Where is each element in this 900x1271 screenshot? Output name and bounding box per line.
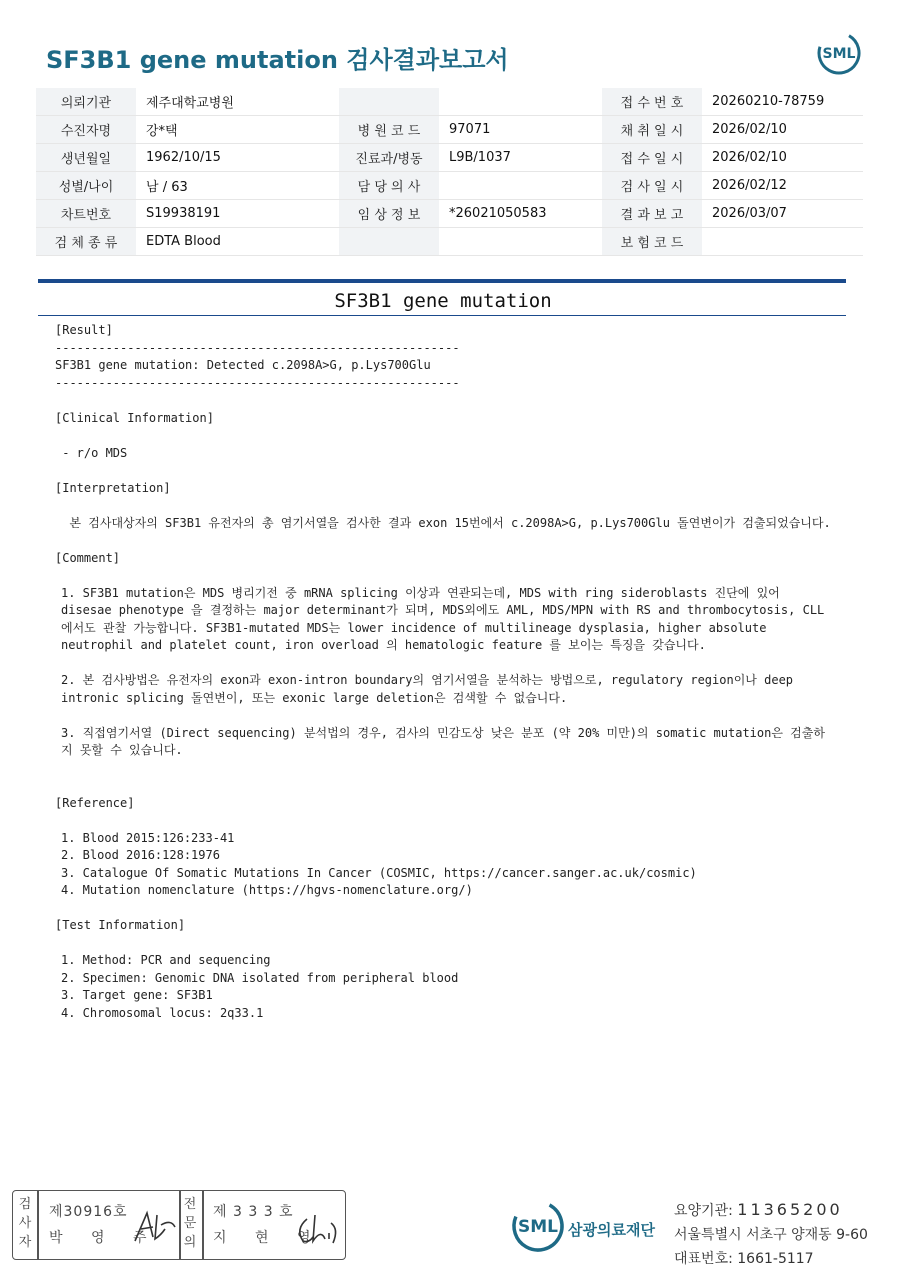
result-rule-bottom: -------------------------------------------------------- xyxy=(55,375,460,390)
section-divider-thin xyxy=(38,315,846,316)
info-label: 채 취 일 시 xyxy=(602,116,702,144)
interpretation-text: 본 검사대상자의 SF3B1 유전자의 총 염기서열을 검사한 결과 exon 15번에서 c.2098A>G, p.Lys700Glu 돌연변이가 검출되었습니다. xyxy=(55,515,831,530)
info-label: 보 험 코 드 xyxy=(602,228,702,256)
info-value: 2026/03/07 xyxy=(702,200,863,228)
info-label: 접 수 번 호 xyxy=(602,88,702,116)
facility-label: 요양기관: xyxy=(674,1203,738,1219)
result-heading: [Result] xyxy=(55,323,113,337)
report-title: SF3B1 gene mutation 검사결과보고서 xyxy=(46,46,509,74)
examiner-label: 검 사 자 xyxy=(18,1197,32,1250)
info-row xyxy=(36,172,863,200)
info-value: 2026/02/10 xyxy=(702,144,863,172)
specialist-name: 지 현 영 xyxy=(213,1230,323,1246)
clinical-text: - r/o MDS xyxy=(55,445,128,460)
sml-logo-text: SML xyxy=(822,46,856,62)
info-label: 진료과/병동 xyxy=(339,144,439,172)
info-row xyxy=(36,116,863,144)
info-value: 2026/02/12 xyxy=(702,172,863,200)
info-label: 차트번호 xyxy=(36,200,136,228)
reference-heading: [Reference] xyxy=(55,795,135,810)
info-value: S19938191 xyxy=(136,200,339,228)
result-rule-top: -------------------------------------------------------- xyxy=(55,340,460,355)
info-label: 결 과 보 고 xyxy=(602,200,702,228)
info-label xyxy=(339,228,439,256)
clinical-heading: [Clinical Information] xyxy=(55,410,214,425)
info-value xyxy=(439,228,602,256)
info-row xyxy=(36,200,863,228)
info-label: 임 상 정 보 xyxy=(339,200,439,228)
info-value xyxy=(439,172,602,200)
phone-number: 1661-5117 xyxy=(737,1251,814,1267)
foundation-name: 삼광의료재단 xyxy=(568,1221,655,1239)
foundation-logo-text: SML xyxy=(518,1217,558,1237)
info-value: L9B/1037 xyxy=(439,144,602,172)
info-row xyxy=(36,88,863,116)
report-body xyxy=(55,322,835,1022)
reference-item: 1. Blood 2015:126:233-41 xyxy=(61,830,235,845)
info-value: 20260210-78759 xyxy=(702,88,863,116)
info-label: 수진자명 xyxy=(36,116,136,144)
facility-number: 11365200 xyxy=(737,1200,843,1219)
info-value: 남 / 63 xyxy=(136,172,339,200)
test-info-heading: [Test Information] xyxy=(55,918,186,932)
foundation-info xyxy=(674,1198,868,1271)
specialist-signature xyxy=(293,1209,343,1249)
foundation-address: 서울특별시 서초구 양재동 9-60 xyxy=(674,1227,868,1243)
test-info-item: 2. Specimen: Genomic DNA isolated from peripheral blood xyxy=(61,970,459,985)
info-label: 생년월일 xyxy=(36,144,136,172)
info-value xyxy=(439,88,602,116)
section-divider-thick xyxy=(38,279,846,283)
info-label: 성별/나이 xyxy=(36,172,136,200)
comment-item: 1. SF3B1 mutation은 MDS 병리기전 중 mRNA splicing 이상과 연관되는데, MDS with ring sideroblasts 진단에 있어 disesae phenotype 을 결정하는 major determinant가 되며, MDS외에도 AML, MDS/MPN with RS and thrombocytosis, CLL에서도 관찰 가능합니다. SF3B1-mutated MDS는 lower incidence of multilineage dysplasia, higher absolute neutrophil and platelet count, iron overload 의 hematologic feature 를 보이는 특징을 갖습니다. xyxy=(61,585,825,652)
examiner-signature xyxy=(131,1207,179,1247)
reference-item: 2. Blood 2016:128:1976 xyxy=(61,848,220,862)
signature-box xyxy=(12,1190,346,1260)
info-label: 담 당 의 사 xyxy=(339,172,439,200)
info-label: 접 수 일 시 xyxy=(602,144,702,172)
sml-logo xyxy=(816,30,862,76)
info-label: 병 원 코 드 xyxy=(339,116,439,144)
info-value: 1962/10/15 xyxy=(136,144,339,172)
info-value: 97071 xyxy=(439,116,602,144)
examiner-name: 박 영 주 xyxy=(49,1230,159,1246)
info-label: 검 사 일 시 xyxy=(602,172,702,200)
info-row xyxy=(36,144,863,172)
info-label: 의뢰기관 xyxy=(36,88,136,116)
interpretation-heading: [Interpretation] xyxy=(55,480,171,495)
section-title: SF3B1 gene mutation xyxy=(334,290,552,312)
info-value: EDTA Blood xyxy=(136,228,339,256)
info-value: 제주대학교병원 xyxy=(136,88,339,116)
foundation-logo xyxy=(510,1198,566,1254)
info-value: *26021050583 xyxy=(439,200,602,228)
reference-item: 3. Catalogue Of Somatic Mutations In Cancer (COSMIC, https://cancer.sanger.ac.uk/cosmic) xyxy=(61,865,697,880)
info-value: 2026/02/10 xyxy=(702,116,863,144)
comment-item: 2. 본 검사방법은 유전자의 exon과 exon-intron boundary의 염기서열을 분석하는 방법으로, regulatory region이나 deep intronic splicing 돌연변이, 또는 exonic large deletion은 검색할 수 없습니다. xyxy=(61,673,801,705)
comment-item: 3. 직접염기서열 (Direct sequencing) 분석법의 경우, 검사의 민감도상 낮은 분포 (약 20% 미만)의 somatic mutation은 검출하지 못할 수 있습니다. xyxy=(61,725,825,757)
comment-heading: [Comment] xyxy=(55,550,121,565)
phone-label: 대표번호: xyxy=(674,1251,738,1267)
specialist-label: 전 문 의 xyxy=(183,1197,197,1250)
examiner-registration: 제30916호 xyxy=(49,1204,128,1220)
test-info-item: 4. Chromosomal locus: 2q33.1 xyxy=(61,1005,264,1020)
patient-info-table xyxy=(36,88,863,256)
info-label: 검 체 종 류 xyxy=(36,228,136,256)
info-value xyxy=(702,228,863,256)
result-text: SF3B1 gene mutation: Detected c.2098A>G, p.Lys700Glu xyxy=(55,358,431,372)
info-row xyxy=(36,228,863,256)
specialist-registration: 제 3 3 3 호 xyxy=(213,1204,294,1220)
reference-item: 4. Mutation nomenclature (https://hgvs-nomenclature.org/) xyxy=(61,883,473,897)
test-info-item: 1. Method: PCR and sequencing xyxy=(61,953,271,967)
info-label xyxy=(339,88,439,116)
info-value: 강*택 xyxy=(136,116,339,144)
test-info-item: 3. Target gene: SF3B1 xyxy=(61,988,213,1002)
